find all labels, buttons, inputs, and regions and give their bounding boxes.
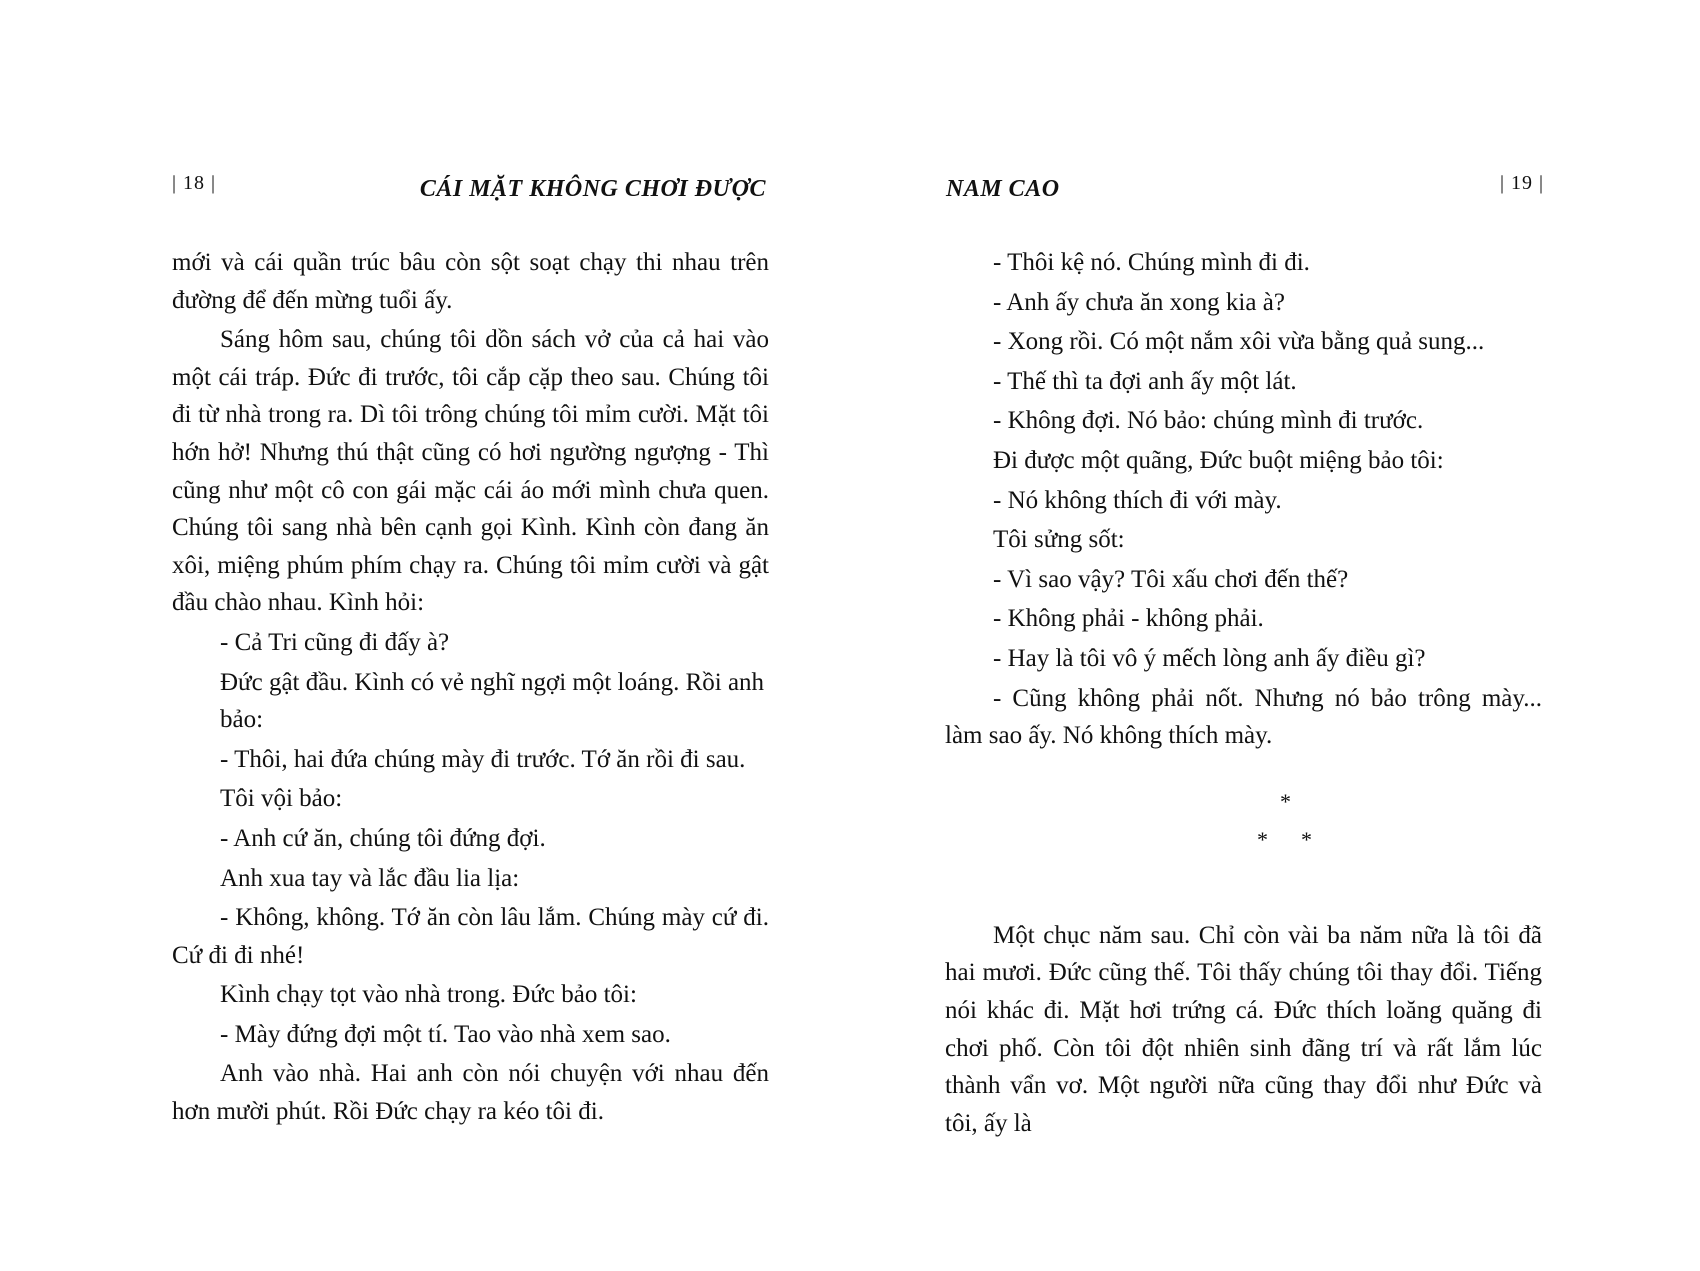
paragraph: Anh vào nhà. Hai anh còn nói chuyện với nhau đến hơn mười phút. Rồi Đức chạy ra kéo tôi đi. [172, 1060, 769, 1126]
running-head-author: NAM CAO [946, 176, 1060, 202]
paragraph: - Không, không. Tớ ăn còn lâu lắm. Chúng mày cứ đi. Cứ đi đi nhé! [172, 904, 769, 969]
body-text [172, 244, 769, 1133]
dialogue-line: - Không đợi. Nó bảo: chúng mình đi trước. [993, 407, 1424, 435]
paragraph: - Cũng không phải nốt. Nhưng nó bảo trông mày... làm sao ấy. Nó không thích mày. [945, 684, 1542, 750]
dialogue-line: - Thôi kệ nó. Chúng mình đi đi. [993, 249, 1310, 276]
asterisk: * [1257, 826, 1268, 852]
body-text [945, 244, 1542, 1144]
dialogue-line: Tôi sửng sốt: [993, 526, 1125, 554]
dialogue-line: - Anh cứ ăn, chúng tôi đứng đợi. [220, 824, 546, 852]
dialogue-line: - Vì sao vậy? Tôi xấu chơi đến thế? [993, 565, 1349, 593]
running-head-title: CÁI MẶT KHÔNG CHƠI ĐƯỢC [419, 176, 766, 202]
right-page [850, 0, 1700, 1271]
dialogue-line: - Không phải - không phải. [993, 605, 1264, 633]
dialogue-line: - Thế thì ta đợi anh ấy một lát. [993, 367, 1297, 395]
dialogue-line: - Nó không thích đi với mày. [993, 486, 1282, 514]
dialogue-line: - Cả Tri cũng đi đấy à? [220, 628, 450, 656]
dialogue-line: - Xong rồi. Có một nắm xôi vừa bằng quả sung... [993, 328, 1485, 356]
dialogue-line: Đức gật đầu. Kình có vẻ nghĩ ngợi một loáng. Rồi anh bảo: [220, 668, 765, 734]
asterisk: * [1301, 826, 1312, 852]
dialogue-line: - Anh ấy chưa ăn xong kia à? [993, 288, 1285, 316]
paragraph: Sáng hôm sau, chúng tôi dồn sách vở của cả hai vào một cái tráp. Đức đi trước, tôi cắp cặp theo sau. Chúng tôi đi từ nhà trong ra. Dì tôi trông chúng tôi mỉm cười. Mặt tôi hớn hở! Nhưng thú thật cũng có hơi ngường ngượng - Thì cũng như một cô con gái mặc cái áo mới mình chưa quen. Chúng tôi sang nhà bên cạnh gọi Kình. Kình còn đang ăn xôi, miệng phúm phím chạy ra. Chúng tôi mỉm cười và gật đầu chào nhau. Kình hỏi: [172, 326, 769, 617]
dialogue-line: Đi được một quãng, Đức buột miệng bảo tôi: [993, 446, 1444, 474]
asterisk: * [1280, 788, 1291, 814]
dialogue-line: - Thôi, hai đứa chúng mày đi trước. Tớ ăn rồi đi sau. [220, 745, 746, 773]
dialogue-line: Tôi vội bảo: [220, 785, 343, 813]
dialogue-line: - Hay là tôi vô ý mếch lòng anh ấy điều gì? [993, 644, 1426, 672]
paragraph: Một chục năm sau. Chỉ còn vài ba năm nữa là tôi đã hai mươi. Đức cũng thế. Tôi thấy chúng tôi thay đổi. Tiếng nói khác đi. Mặt hơi trứng cá. Đức thích loăng quăng đi chơi phố. Còn tôi đột nhiên sinh đãng trí và rất lắm lúc thành vẩn vơ. Một người nữa cũng thay đổi như Đức và tôi, ấy là [945, 921, 1542, 1137]
page-number: | 19 | [1500, 172, 1545, 194]
dialogue-line: - Mày đứng đợi một tí. Tao vào nhà xem sao. [220, 1020, 671, 1048]
dialogue-line: Anh xua tay và lắc đầu lia lịa: [220, 864, 520, 892]
page-number: | 18 | [172, 172, 217, 194]
dialogue-line: Kình chạy tọt vào nhà trong. Đức bảo tôi: [220, 981, 637, 1009]
section-break-asterism [945, 769, 1542, 917]
paragraph: mới và cái quần trúc bâu còn sột soạt chạy thi nhau trên đường để đến mừng tuổi ấy. [172, 249, 769, 314]
